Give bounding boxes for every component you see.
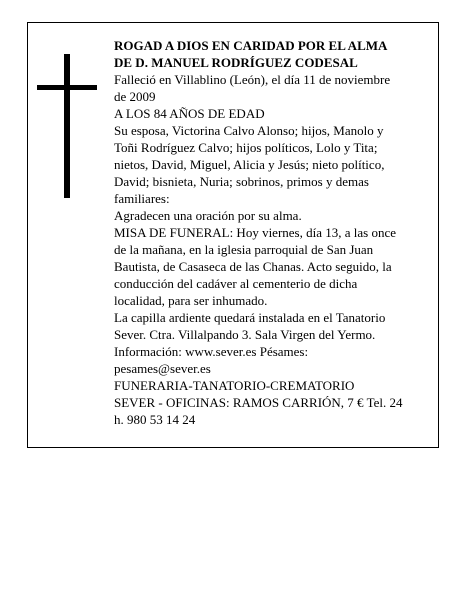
body-line: La capilla ardiente quedará instalada en el Tanatorio <box>114 310 386 325</box>
body-line: de la mañana, en la iglesia parroquial de San Juan <box>114 242 374 257</box>
body-line: Su esposa, Victorina Calvo Alonso; hijos, Manolo y <box>114 123 384 138</box>
body-line: de 2009 <box>114 89 156 104</box>
body-line: SEVER - OFICINAS: RAMOS CARRIÓN, 7 € Tel. 24 <box>114 395 403 410</box>
body-line: Información: www.sever.es Pésames: <box>114 344 309 359</box>
body-line: Agradecen una oración por su alma. <box>114 208 302 223</box>
body-line: nietos, David, Miguel, Alicia y Jesús; nieto político, <box>114 157 385 172</box>
body-line: Bautista, de Casaseca de las Chanas. Acto seguido, la <box>114 259 392 274</box>
body-line: Toñi Rodríguez Calvo; hijos políticos, Lolo y Tita; <box>114 140 378 155</box>
obituary-text <box>114 37 434 428</box>
cross-horizontal-bar <box>37 85 97 90</box>
body-line: conducción del cadáver al cementerio de dicha <box>114 276 358 291</box>
body-line: FUNERARIA-TANATORIO-CREMATORIO <box>114 378 355 393</box>
body-line: familiares: <box>114 191 170 206</box>
body-line: David; bisnieta, Nuria; sobrinos, primos y demas <box>114 174 369 189</box>
age-line: A LOS 84 AÑOS DE EDAD <box>114 106 265 121</box>
body-line: h. 980 53 14 24 <box>114 412 196 427</box>
body-line: pesames@sever.es <box>114 361 211 376</box>
body-line: Sever. Ctra. Villalpando 3. Sala Virgen del Yermo. <box>114 327 376 342</box>
body-line: Falleció en Villablino (León), el día 11 de noviembre <box>114 72 391 87</box>
cross-vertical-bar <box>64 54 70 198</box>
header-line-2: DE D. MANUEL RODRÍGUEZ CODESAL <box>114 55 358 70</box>
header-line-1: ROGAD A DIOS EN CARIDAD POR EL ALMA <box>114 38 388 53</box>
body-line: MISA DE FUNERAL: Hoy viernes, día 13, a las once <box>114 225 396 240</box>
body-line: localidad, para ser inhumado. <box>114 293 268 308</box>
